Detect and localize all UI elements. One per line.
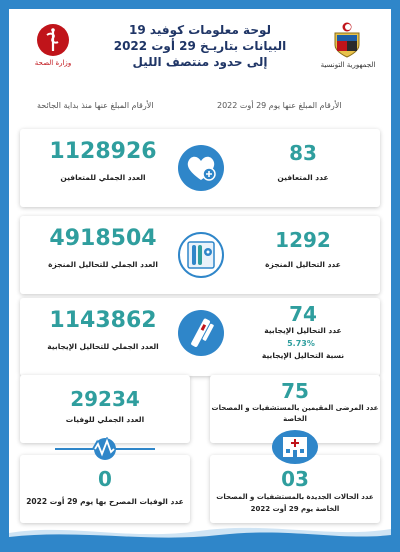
daily-tests-value: 1292 — [275, 228, 331, 252]
title-line-1: لوحة معلومات كوفيد 19 — [129, 23, 271, 37]
ministry-of-health-logo — [36, 23, 70, 57]
total-tests-label: العدد الجملي للتحاليل المنجزة — [48, 260, 158, 269]
hospital-building-icon — [271, 427, 319, 465]
total-deaths-label: العدد الجملي للوفيات — [65, 415, 145, 424]
total-tests-value: 4918504 — [49, 226, 157, 251]
new-hospital-cases-value: 03 — [281, 467, 309, 491]
dashboard-page — [9, 9, 391, 543]
positive-rate-label: نسبة التحاليل الإيجابية — [261, 351, 345, 360]
daily-deaths-card — [20, 455, 190, 523]
daily-positives-label: عدد التحاليل الإيجابية — [264, 326, 342, 335]
daily-recovered-value: 83 — [289, 141, 317, 165]
daily-deaths-label: عدد الوفيات المصرح بها يوم 29 أوت 2022 — [26, 497, 184, 506]
daily-tests-label: عدد التحاليل المنجزة — [265, 260, 341, 269]
bottom-wave-decoration — [9, 519, 391, 543]
total-recovered-label: العدد الجملي للمتعافين — [60, 173, 146, 182]
total-recovered-value: 1128926 — [49, 139, 157, 164]
republic-name: الجمهورية التونسية — [320, 61, 376, 69]
new-hospital-cases-label-line1: عدد الحالات الجديدة بالمستشفيات و المصحات — [216, 493, 374, 501]
test-strip-icon — [178, 310, 224, 356]
tests-card — [20, 216, 380, 294]
cumulative-subtitle: الأرقام المبلغ عنها منذ بداية الجائحة — [37, 101, 154, 110]
daily-subtitle: الأرقام المبلغ عنها يوم 29 أوت 2022 — [217, 101, 342, 110]
daily-recovered-label: عدد المتعافين — [277, 173, 329, 182]
heartbeat-icon — [55, 437, 155, 461]
hospitalized-label-line2: الخاصة — [283, 415, 307, 423]
title-line-3: إلى حدود منتصف الليل — [132, 55, 268, 69]
title-line-2: البيانات بتاريـخ 29 أوت 2022 — [113, 39, 287, 53]
new-hospital-cases-label-line2: الخاصة يوم 29 أوت 2022 — [250, 505, 340, 513]
daily-positives-value: 74 — [289, 302, 317, 326]
hospitalized-value: 75 — [281, 379, 309, 403]
new-hospital-cases-card — [210, 455, 380, 523]
recovered-card — [20, 129, 380, 207]
total-positives-value: 1143862 — [49, 308, 157, 333]
tunisian-republic-emblem — [328, 21, 366, 59]
daily-deaths-value: 0 — [98, 467, 112, 491]
heart-plus-icon — [178, 145, 224, 191]
total-positives-label: العدد الجملي للتحاليل الإيجابية — [47, 342, 159, 351]
total-deaths-value: 29234 — [70, 387, 140, 411]
ministry-name: وزارة الصحة — [34, 59, 72, 67]
total-deaths-card — [20, 375, 190, 443]
positive-rate-value: 5.73% — [287, 339, 315, 348]
hospitalized-label-line1: عدد المرضى المقيمين بالمستشفيات و المصحات — [211, 404, 379, 412]
test-kit-icon — [178, 232, 224, 278]
positives-card — [20, 298, 380, 376]
